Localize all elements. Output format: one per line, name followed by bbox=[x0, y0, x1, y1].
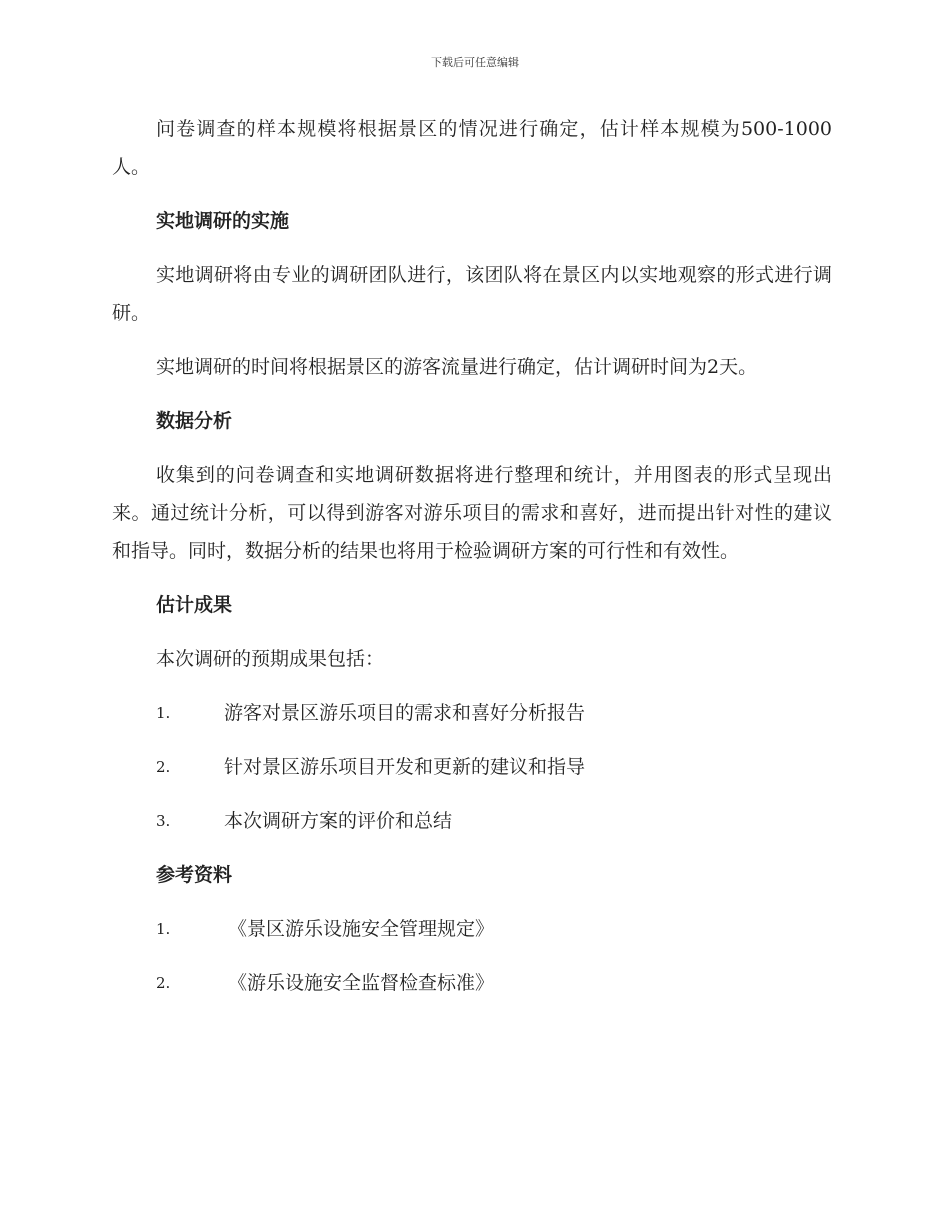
list-number: 2. bbox=[156, 758, 171, 776]
list-item bbox=[112, 910, 832, 948]
heading-field-research: 实地调研的实施 bbox=[156, 210, 290, 232]
paragraph-field-team: 实地调研将由专业的调研团队进行，该团队将在景区内以实地观察的形式进行调研。 bbox=[112, 264, 832, 324]
list-number: 1. bbox=[156, 704, 171, 722]
list-text: 《游乐设施安全监督检查标准》 bbox=[228, 972, 495, 994]
paragraph-field-duration: 实地调研的时间将根据景区的游客流量进行确定，估计调研时间为2天。 bbox=[156, 356, 758, 378]
document-body bbox=[112, 110, 832, 1018]
paragraph-sample-size: 问卷调查的样本规模将根据景区的情况进行确定，估计样本规模为500-1000人。 bbox=[112, 118, 832, 178]
heading-data-analysis: 数据分析 bbox=[156, 410, 233, 432]
heading-expected-results: 估计成果 bbox=[156, 594, 233, 616]
paragraph-data-analysis: 收集到的问卷调查和实地调研数据将进行整理和统计，并用图表的形式呈现出来。通过统计分析，可以得到游客对游乐项目的需求和喜好，进而提出针对性的建议和指导。同时，数据分析的结果也将用于检验调研方案的可行性和有效性。 bbox=[112, 464, 832, 562]
list-number: 2. bbox=[156, 974, 171, 992]
paragraph-results-intro: 本次调研的预期成果包括： bbox=[156, 648, 385, 670]
list-number: 3. bbox=[156, 812, 171, 830]
list-item bbox=[112, 694, 832, 732]
list-item bbox=[112, 964, 832, 1002]
list-number: 1. bbox=[156, 920, 171, 938]
list-text: 本次调研方案的评价和总结 bbox=[224, 810, 453, 832]
references-list bbox=[112, 910, 832, 1002]
results-list bbox=[112, 694, 832, 840]
page-header: 下载后可任意编辑 bbox=[431, 56, 519, 69]
list-item bbox=[112, 748, 832, 786]
heading-references: 参考资料 bbox=[156, 864, 233, 886]
list-text: 游客对景区游乐项目的需求和喜好分析报告 bbox=[224, 702, 586, 724]
list-text: 针对景区游乐项目开发和更新的建议和指导 bbox=[224, 756, 586, 778]
list-item bbox=[112, 802, 832, 840]
list-text: 《景区游乐设施安全管理规定》 bbox=[228, 918, 495, 940]
